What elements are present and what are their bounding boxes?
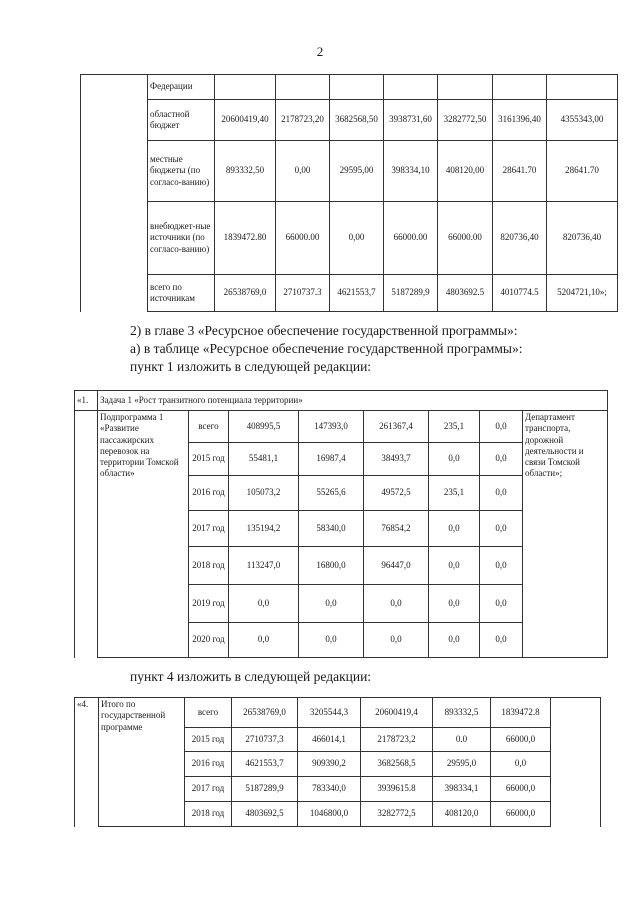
value-cell: 909390,2 bbox=[298, 752, 361, 777]
program-total-label: Итого по государственной программе bbox=[99, 698, 185, 827]
value-cell: 20600419,40 bbox=[215, 100, 276, 141]
year-cell: 2016 год bbox=[189, 476, 229, 511]
value-cell: 28641.70 bbox=[493, 141, 547, 202]
empty-cell bbox=[81, 75, 148, 312]
value-cell: 466014,1 bbox=[298, 728, 361, 752]
value-cell: 820736,40 bbox=[547, 202, 618, 275]
value-cell: 2710737,3 bbox=[232, 728, 298, 752]
value-cell: 58340,0 bbox=[299, 511, 364, 547]
year-cell: 2017 год bbox=[189, 511, 229, 547]
value-cell: 2710737.3 bbox=[276, 275, 330, 312]
table-row bbox=[75, 698, 601, 728]
value-cell: 5187289,9 bbox=[384, 275, 438, 312]
paragraph-chapter-3: 2) в главе 3 «Ресурсное обеспечение государственной программы»: bbox=[130, 323, 518, 338]
page-number: 2 bbox=[316, 44, 324, 59]
paragraph-item-4: пункт 4 изложить в следующей редакции: bbox=[130, 669, 372, 684]
value-cell: 135194,2 bbox=[229, 511, 299, 547]
source-label: местные бюджеты (по согласо-ванию) bbox=[148, 141, 215, 202]
value-cell: 0,0 bbox=[299, 585, 364, 623]
value-cell: 0,0 bbox=[480, 547, 523, 585]
value-cell: 1046800,0 bbox=[298, 802, 361, 827]
empty-cell bbox=[551, 698, 601, 827]
value-cell: 3282772,5 bbox=[361, 802, 433, 827]
value-cell: 76854,2 bbox=[364, 511, 429, 547]
value-cell: 66000,0 bbox=[491, 777, 551, 802]
value-cell: 5204721,10»; bbox=[547, 275, 618, 312]
value-cell: 66000,0 bbox=[491, 802, 551, 827]
value-cell: 408120,0 bbox=[433, 802, 491, 827]
value-cell bbox=[493, 75, 547, 100]
value-cell: 1839472.80 bbox=[215, 202, 276, 275]
value-cell: 4621553,7 bbox=[232, 752, 298, 777]
year-cell: 2018 год bbox=[185, 802, 232, 827]
value-cell: 2178723,20 bbox=[276, 100, 330, 141]
value-cell bbox=[547, 75, 618, 100]
value-cell: 3682568,50 bbox=[330, 100, 384, 141]
value-cell: 0,0 bbox=[491, 752, 551, 777]
source-label: внебюджет-ные источники (по согласо-ванию) bbox=[148, 202, 215, 275]
value-cell: 0,0 bbox=[229, 623, 299, 658]
value-cell: 2178723,2 bbox=[361, 728, 433, 752]
value-cell: 0,00 bbox=[276, 141, 330, 202]
value-cell: 66000.00 bbox=[276, 202, 330, 275]
value-cell: 20600419,4 bbox=[361, 698, 433, 728]
value-cell: 235,1 bbox=[429, 476, 480, 511]
value-cell: 0,00 bbox=[330, 202, 384, 275]
value-cell: 408995,5 bbox=[229, 411, 299, 443]
value-cell: 0,0 bbox=[429, 511, 480, 547]
paragraph-item-1: пункт 1 изложить в следующей редакции: bbox=[130, 359, 372, 374]
value-cell: 820736,40 bbox=[493, 202, 547, 275]
value-cell: 3161396,40 bbox=[493, 100, 547, 141]
value-cell: 0,0 bbox=[229, 585, 299, 623]
table-row bbox=[81, 75, 618, 100]
department-label: Департамент транспорта, дорожной деятельности и связи Томской области»; bbox=[523, 411, 608, 658]
value-cell: 0,0 bbox=[429, 547, 480, 585]
value-cell: 0,0 bbox=[480, 623, 523, 658]
value-cell: 29595,0 bbox=[433, 752, 491, 777]
value-cell: 66000.00 bbox=[438, 202, 493, 275]
table-row bbox=[81, 141, 618, 202]
value-cell: 0.0 bbox=[433, 728, 491, 752]
value-cell: 783340,0 bbox=[298, 777, 361, 802]
value-cell: 4803692,5 bbox=[232, 802, 298, 827]
value-cell: 26538769,0 bbox=[232, 698, 298, 728]
year-cell: 2020 год bbox=[189, 623, 229, 658]
value-cell bbox=[384, 75, 438, 100]
row-number: «1. bbox=[75, 391, 98, 411]
value-cell: 0,0 bbox=[480, 585, 523, 623]
value-cell: 0,0 bbox=[364, 623, 429, 658]
value-cell: 893332,50 bbox=[215, 141, 276, 202]
year-cell: 2019 год bbox=[189, 585, 229, 623]
year-cell: 2015 год bbox=[185, 728, 232, 752]
value-cell: 3938731,60 bbox=[384, 100, 438, 141]
year-cell: 2017 год bbox=[185, 777, 232, 802]
task-title: Задача 1 «Рост транзитного потенциала территории» bbox=[98, 391, 608, 411]
source-label: всего по источникам bbox=[148, 275, 215, 312]
value-cell: 0,0 bbox=[364, 585, 429, 623]
table-row bbox=[75, 411, 608, 443]
value-cell: 0,0 bbox=[429, 623, 480, 658]
value-cell: 105073,2 bbox=[229, 476, 299, 511]
subprogram-label: Подпрограмма 1 «Развитие пассажирских перевозок на территории Томской области» bbox=[98, 411, 189, 658]
year-cell: всего bbox=[185, 698, 232, 728]
value-cell: 4010774.5 bbox=[493, 275, 547, 312]
value-cell: 0,0 bbox=[480, 476, 523, 511]
year-cell: 2018 год bbox=[189, 547, 229, 585]
value-cell: 0,0 bbox=[429, 443, 480, 476]
value-cell: 66000,0 bbox=[491, 728, 551, 752]
value-cell: 16800,0 bbox=[299, 547, 364, 585]
value-cell: 16987,4 bbox=[299, 443, 364, 476]
value-cell: 0,0 bbox=[429, 585, 480, 623]
paragraph-table: а) в таблице «Ресурсное обеспечение государственной программы»: bbox=[130, 341, 523, 356]
value-cell: 49572,5 bbox=[364, 476, 429, 511]
source-label: областной бюджет bbox=[148, 100, 215, 141]
value-cell bbox=[438, 75, 493, 100]
table-row bbox=[81, 100, 618, 141]
value-cell: 4803692.5 bbox=[438, 275, 493, 312]
value-cell: 4355343,00 bbox=[547, 100, 618, 141]
row-number: «4. bbox=[75, 698, 99, 827]
value-cell bbox=[215, 75, 276, 100]
value-cell bbox=[330, 75, 384, 100]
year-cell: всего bbox=[189, 411, 229, 443]
value-cell: 0,0 bbox=[480, 511, 523, 547]
program-total-table bbox=[74, 697, 601, 827]
value-cell: 5187289,9 bbox=[232, 777, 298, 802]
value-cell: 408120,00 bbox=[438, 141, 493, 202]
value-cell: 28641.70 bbox=[547, 141, 618, 202]
value-cell: 893332,5 bbox=[433, 698, 491, 728]
value-cell: 1839472.8 bbox=[491, 698, 551, 728]
value-cell: 96447,0 bbox=[364, 547, 429, 585]
value-cell: 66000.00 bbox=[384, 202, 438, 275]
value-cell: 3939615.8 bbox=[361, 777, 433, 802]
source-label: Федерации bbox=[148, 75, 215, 100]
value-cell bbox=[276, 75, 330, 100]
year-cell: 2016 год bbox=[185, 752, 232, 777]
value-cell: 55265,6 bbox=[299, 476, 364, 511]
value-cell: 0,0 bbox=[480, 443, 523, 476]
value-cell: 113247,0 bbox=[229, 547, 299, 585]
value-cell: 0,0 bbox=[480, 411, 523, 443]
value-cell: 398334,1 bbox=[433, 777, 491, 802]
value-cell: 0,0 bbox=[299, 623, 364, 658]
value-cell: 26538769,0 bbox=[215, 275, 276, 312]
year-cell: 2015 год bbox=[189, 443, 229, 476]
table-row bbox=[75, 391, 608, 411]
value-cell: 3282772,50 bbox=[438, 100, 493, 141]
subprogram-table bbox=[74, 390, 608, 658]
value-cell: 55481,1 bbox=[229, 443, 299, 476]
value-cell: 38493,7 bbox=[364, 443, 429, 476]
table-row bbox=[81, 275, 618, 312]
empty-cell bbox=[75, 411, 98, 658]
budget-continuation-table bbox=[80, 74, 618, 312]
value-cell: 4621553,7 bbox=[330, 275, 384, 312]
value-cell: 147393,0 bbox=[299, 411, 364, 443]
value-cell: 3205544,3 bbox=[298, 698, 361, 728]
value-cell: 261367,4 bbox=[364, 411, 429, 443]
value-cell: 3682568,5 bbox=[361, 752, 433, 777]
value-cell: 29595,00 bbox=[330, 141, 384, 202]
value-cell: 235,1 bbox=[429, 411, 480, 443]
value-cell: 398334,10 bbox=[384, 141, 438, 202]
table-row bbox=[81, 202, 618, 275]
